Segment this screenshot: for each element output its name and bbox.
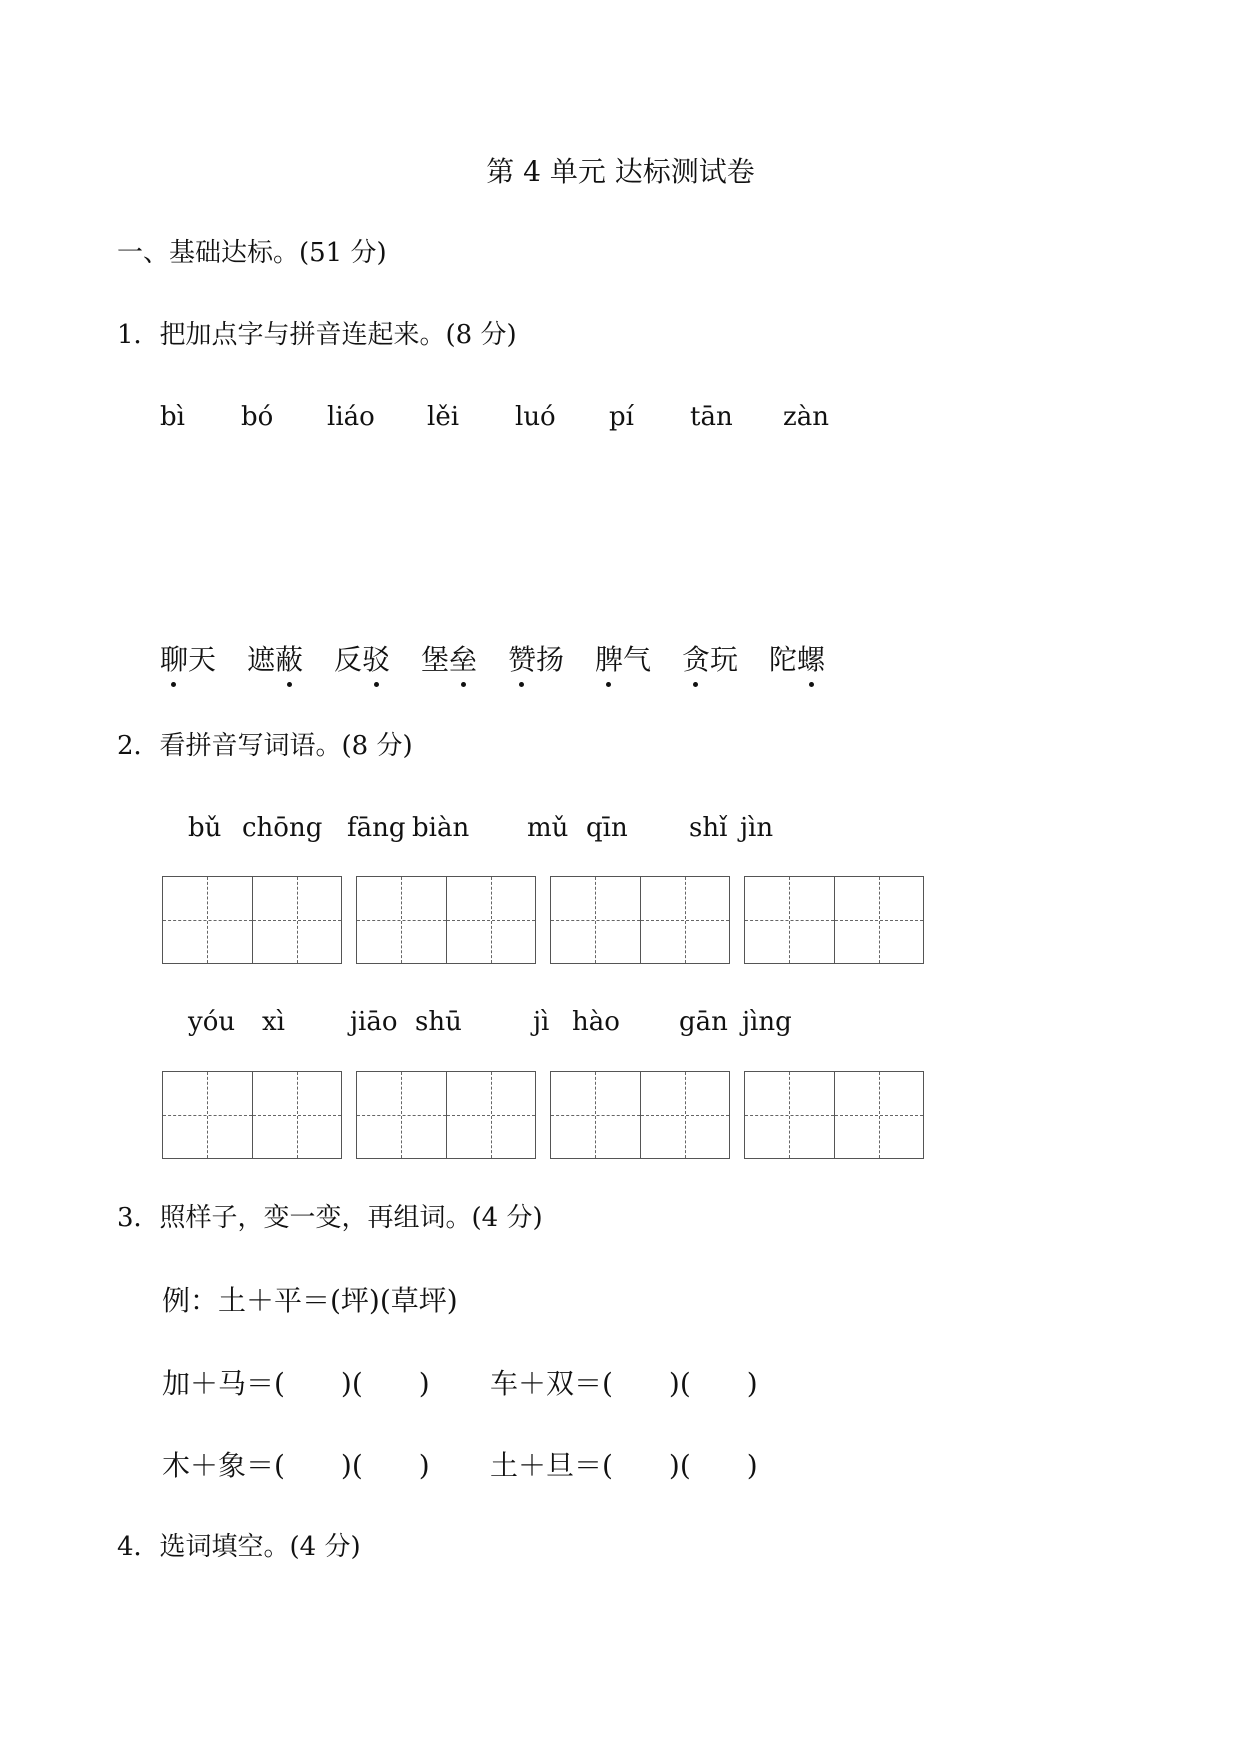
pinyin-syllable: fāng bbox=[347, 813, 406, 843]
grid-cell[interactable] bbox=[357, 877, 446, 963]
pinyin-syllable: shǐ bbox=[689, 813, 728, 843]
pinyin-syllable: chōng bbox=[242, 813, 323, 843]
grid-cell[interactable] bbox=[745, 877, 834, 963]
emphasis-dot bbox=[606, 682, 611, 687]
q3-item[interactable]: 木＋象＝( )( ) bbox=[162, 1449, 430, 1482]
pinyin-item: luó bbox=[515, 402, 556, 432]
emphasis-dot bbox=[374, 682, 379, 687]
pinyin-syllable: hào bbox=[572, 1007, 620, 1037]
word-item bbox=[160, 642, 216, 678]
pinyin-syllable: jìng bbox=[742, 1007, 792, 1037]
q2-grid-row-2 bbox=[162, 1071, 932, 1159]
grid-cell[interactable] bbox=[252, 877, 342, 963]
pinyin-syllable: jì bbox=[533, 1007, 550, 1037]
pinyin-syllable: qīn bbox=[586, 813, 628, 843]
grid-cell[interactable] bbox=[745, 1072, 834, 1158]
word-text: 脾气 bbox=[595, 643, 652, 676]
grid-cell[interactable] bbox=[551, 877, 640, 963]
pinyin-item: bì bbox=[160, 402, 185, 432]
grid-cell[interactable] bbox=[163, 877, 252, 963]
pinyin-syllable: xì bbox=[262, 1007, 285, 1037]
emphasis-dot bbox=[287, 682, 292, 687]
emphasis-dot bbox=[461, 682, 466, 687]
word-text: 陀螺 bbox=[769, 643, 826, 676]
question-1-prompt: 1．把加点字与拼音连起来。(8 分) bbox=[117, 320, 517, 350]
pinyin-syllable: jiāo bbox=[350, 1007, 398, 1037]
q1-word-row bbox=[160, 642, 960, 682]
pinyin-item: tān bbox=[690, 402, 733, 432]
q2-grid-row-1 bbox=[162, 876, 932, 964]
pinyin-syllable: mǔ bbox=[527, 813, 569, 843]
question-2-prompt: 2．看拼音写词语。(8 分) bbox=[117, 731, 413, 761]
pinyin-item: bó bbox=[241, 402, 274, 432]
word-text: 反驳 bbox=[334, 643, 391, 676]
emphasis-dot bbox=[693, 682, 698, 687]
pinyin-syllable: shū bbox=[415, 1007, 462, 1037]
q3-item[interactable]: 加＋马＝( )( ) bbox=[162, 1367, 430, 1400]
word-text: 贪玩 bbox=[682, 643, 739, 676]
word-item bbox=[508, 642, 564, 678]
writing-grid[interactable] bbox=[744, 876, 924, 964]
word-item bbox=[595, 642, 651, 678]
q2-pinyin-row-1 bbox=[160, 811, 960, 845]
question-4-prompt: 4．选词填空。(4 分) bbox=[117, 1532, 361, 1562]
writing-grid[interactable] bbox=[744, 1071, 924, 1159]
section-heading: 一、基础达标。(51 分) bbox=[117, 238, 387, 268]
word-text: 聊天 bbox=[160, 643, 217, 676]
grid-cell[interactable] bbox=[252, 1072, 342, 1158]
q1-pinyin-row bbox=[160, 400, 960, 434]
word-text: 堡垒 bbox=[421, 643, 478, 676]
emphasis-dot bbox=[171, 682, 176, 687]
pinyin-item: liáo bbox=[327, 402, 375, 432]
grid-cell[interactable] bbox=[640, 1072, 730, 1158]
word-item bbox=[769, 642, 825, 678]
grid-cell[interactable] bbox=[446, 1072, 536, 1158]
page-title: 第 4 单元 达标测试卷 bbox=[486, 155, 755, 188]
word-text: 赞扬 bbox=[508, 643, 565, 676]
grid-cell[interactable] bbox=[551, 1072, 640, 1158]
writing-grid[interactable] bbox=[162, 876, 342, 964]
writing-grid[interactable] bbox=[356, 1071, 536, 1159]
pinyin-item: zàn bbox=[783, 402, 829, 432]
writing-grid[interactable] bbox=[356, 876, 536, 964]
q3-item[interactable]: 车＋双＝( )( ) bbox=[490, 1367, 758, 1400]
grid-cell[interactable] bbox=[640, 877, 730, 963]
word-item bbox=[682, 642, 738, 678]
pinyin-syllable: yóu bbox=[188, 1007, 236, 1037]
word-item bbox=[334, 642, 390, 678]
q3-item[interactable]: 土＋旦＝( )( ) bbox=[490, 1449, 758, 1482]
grid-cell[interactable] bbox=[357, 1072, 446, 1158]
pinyin-syllable: jìn bbox=[740, 813, 774, 843]
grid-cell[interactable] bbox=[834, 1072, 924, 1158]
pinyin-syllable: gān bbox=[679, 1007, 728, 1037]
writing-grid[interactable] bbox=[550, 876, 730, 964]
emphasis-dot bbox=[519, 682, 524, 687]
pinyin-item: pí bbox=[609, 402, 634, 432]
q2-pinyin-row-2 bbox=[160, 1005, 960, 1039]
word-item bbox=[421, 642, 477, 678]
grid-cell[interactable] bbox=[834, 877, 924, 963]
word-text: 遮蔽 bbox=[247, 643, 304, 676]
pinyin-syllable: bǔ bbox=[188, 813, 222, 843]
writing-grid[interactable] bbox=[162, 1071, 342, 1159]
q3-example: 例：土＋平＝(坪)(草坪) bbox=[162, 1284, 458, 1317]
grid-cell[interactable] bbox=[446, 877, 536, 963]
pinyin-item: lěi bbox=[427, 402, 460, 432]
question-3-prompt: 3．照样子，变一变，再组词。(4 分) bbox=[117, 1203, 543, 1233]
emphasis-dot bbox=[809, 682, 814, 687]
grid-cell[interactable] bbox=[163, 1072, 252, 1158]
pinyin-syllable: biàn bbox=[412, 813, 470, 843]
word-item bbox=[247, 642, 303, 678]
writing-grid[interactable] bbox=[550, 1071, 730, 1159]
